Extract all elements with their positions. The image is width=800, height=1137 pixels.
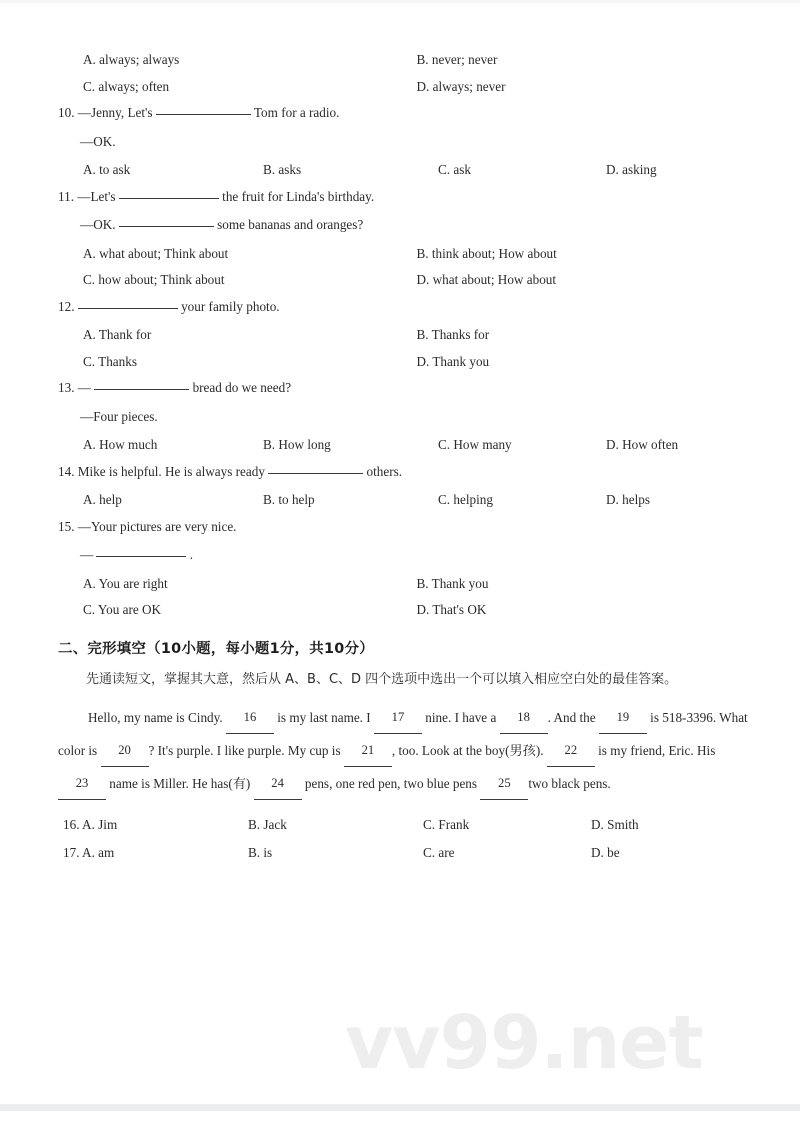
question-15-reply bbox=[58, 547, 750, 564]
option-a[interactable]: A. How much bbox=[83, 437, 158, 452]
question-13-stem-post: bread do we need? bbox=[192, 380, 292, 395]
option-c[interactable]: C. How many bbox=[438, 437, 512, 452]
answer-blank[interactable] bbox=[119, 198, 219, 199]
question-11-options-row-1 bbox=[58, 246, 750, 263]
question-14-options bbox=[58, 492, 750, 509]
option-b[interactable]: B. never; never bbox=[416, 52, 498, 67]
passage-text-9: name is Miller. He has(有) bbox=[109, 776, 251, 792]
passage-text-1: Hello, my name is Cindy. bbox=[88, 710, 223, 726]
option-d[interactable]: D. Thank you bbox=[416, 353, 490, 369]
question-15-options-row-2 bbox=[58, 602, 750, 619]
passage-text-3: nine. I have a bbox=[425, 710, 497, 726]
option-b[interactable]: B. to help bbox=[263, 492, 315, 507]
question-13-reply: —Four pieces. bbox=[80, 408, 158, 424]
cloze-blank-16[interactable]: 16 bbox=[226, 702, 274, 734]
option-b[interactable]: B. asks bbox=[263, 162, 302, 177]
question-16-options bbox=[58, 817, 750, 833]
option-a[interactable]: 17. A. am bbox=[63, 844, 115, 860]
option-d[interactable]: D. be bbox=[591, 844, 620, 860]
question-14-stem bbox=[58, 464, 750, 481]
option-c[interactable]: C. helping bbox=[438, 492, 493, 507]
question-12-stem-pre: 12. bbox=[58, 298, 75, 314]
answer-blank[interactable] bbox=[94, 389, 189, 390]
page-bottom-edge bbox=[0, 1104, 800, 1111]
question-14-stem-pre: 14. Mike is helpful. He is always ready bbox=[58, 463, 265, 479]
cloze-blank-21[interactable]: 21 bbox=[344, 735, 392, 767]
option-c[interactable]: C. ask bbox=[438, 162, 471, 177]
option-a[interactable]: A. help bbox=[83, 492, 122, 507]
option-d[interactable]: D. Smith bbox=[591, 816, 639, 832]
question-14-stem-post: others. bbox=[366, 463, 403, 479]
passage-text-5: is 518-3396. What color is bbox=[58, 710, 748, 759]
option-d[interactable]: D. That's OK bbox=[416, 602, 487, 617]
question-9-options-row-2 bbox=[58, 79, 750, 96]
cloze-passage bbox=[58, 702, 750, 801]
passage-text-6: ? It's purple. I like purple. My cup is bbox=[148, 743, 341, 759]
option-a[interactable]: A. Thank for bbox=[83, 327, 152, 342]
cloze-blank-17[interactable]: 17 bbox=[374, 702, 422, 734]
question-10-reply: —OK. bbox=[80, 133, 116, 149]
question-12-options-row-1 bbox=[58, 327, 750, 344]
question-15-reply-pre: — bbox=[80, 547, 94, 562]
option-c[interactable]: C. You are OK bbox=[83, 602, 162, 617]
cloze-blank-20[interactable]: 20 bbox=[101, 735, 149, 767]
question-11-reply-post: some bananas and oranges? bbox=[217, 217, 364, 232]
option-a[interactable]: 16. A. Jim bbox=[63, 816, 118, 832]
question-10-options bbox=[58, 162, 750, 179]
option-c[interactable]: C. how about; Think about bbox=[83, 272, 225, 287]
option-d[interactable]: D. asking bbox=[606, 162, 657, 177]
option-c[interactable]: C. Thanks bbox=[83, 353, 137, 369]
option-b[interactable]: B. How long bbox=[263, 437, 331, 452]
question-12-stem-post: your family photo. bbox=[181, 298, 280, 314]
option-d[interactable]: D. what about; How about bbox=[416, 272, 557, 287]
answer-blank[interactable] bbox=[96, 556, 186, 557]
passage-text-8: is my friend, Eric. His bbox=[598, 743, 716, 759]
option-b[interactable]: B. Thank you bbox=[416, 575, 489, 591]
answer-blank[interactable] bbox=[268, 473, 363, 474]
section-2-instructions: 先通读短文，掌握其大意，然后从 A、B、C、D 四个选项中选出一个可以填入相应空白处的最佳答案。 bbox=[86, 671, 678, 687]
question-10-stem-post: Tom for a radio. bbox=[253, 105, 340, 120]
passage-text-4: . And the bbox=[547, 710, 596, 726]
option-d[interactable]: D. How often bbox=[606, 437, 679, 452]
cloze-blank-22[interactable]: 22 bbox=[547, 735, 595, 767]
question-11-options-row-2 bbox=[58, 272, 750, 289]
option-b[interactable]: B. Thanks for bbox=[416, 327, 490, 342]
question-12-stem bbox=[58, 299, 750, 316]
question-11-reply bbox=[58, 217, 750, 234]
question-11-stem-pre: 11. —Let's bbox=[58, 188, 116, 204]
option-a[interactable]: A. You are right bbox=[83, 575, 168, 591]
cloze-blank-18[interactable]: 18 bbox=[500, 702, 548, 734]
passage-text-11: two black pens. bbox=[528, 776, 611, 792]
cloze-blank-23[interactable]: 23 bbox=[58, 768, 106, 800]
question-11-reply-pre: —OK. bbox=[80, 217, 116, 232]
option-d[interactable]: D. always; never bbox=[416, 78, 506, 94]
option-d[interactable]: D. helps bbox=[606, 492, 650, 507]
question-10-stem-pre: 10. —Jenny, Let's bbox=[58, 105, 153, 120]
passage-text-10: pens, one red pen, two blue pens bbox=[304, 776, 478, 792]
option-c[interactable]: C. Frank bbox=[423, 816, 470, 832]
question-13-stem bbox=[58, 380, 750, 397]
question-10-stem bbox=[58, 105, 750, 122]
question-11-stem bbox=[58, 189, 750, 206]
question-12-options-row-2 bbox=[58, 354, 750, 371]
option-a[interactable]: A. what about; Think about bbox=[83, 245, 229, 261]
option-a[interactable]: A. to ask bbox=[83, 162, 131, 177]
question-13-stem-pre: 13. — bbox=[58, 380, 91, 395]
question-9-options-row-1 bbox=[58, 52, 750, 69]
answer-blank[interactable] bbox=[119, 226, 214, 227]
option-a[interactable]: A. always; always bbox=[83, 52, 180, 67]
passage-text-2: is my last name. I bbox=[277, 710, 371, 726]
option-b[interactable]: B. is bbox=[248, 844, 273, 860]
option-c[interactable]: C. are bbox=[423, 844, 455, 860]
cloze-blank-24[interactable]: 24 bbox=[254, 768, 302, 800]
question-15-options-row-1 bbox=[58, 576, 750, 593]
option-b[interactable]: B. think about; How about bbox=[416, 245, 557, 261]
option-b[interactable]: B. Jack bbox=[248, 816, 287, 832]
answer-blank[interactable] bbox=[78, 308, 178, 309]
cloze-blank-19[interactable]: 19 bbox=[599, 702, 647, 734]
site-watermark: vv99.net bbox=[345, 1000, 703, 1086]
answer-blank[interactable] bbox=[156, 114, 251, 115]
question-11-stem-post: the fruit for Linda's birthday. bbox=[222, 188, 375, 204]
page-content bbox=[58, 52, 750, 873]
page-top-edge bbox=[0, 0, 800, 3]
option-c[interactable]: C. always; often bbox=[83, 78, 170, 94]
question-13-options bbox=[58, 437, 750, 454]
cloze-blank-25[interactable]: 25 bbox=[480, 768, 528, 800]
question-17-options bbox=[58, 845, 750, 861]
question-15-stem: 15. —Your pictures are very nice. bbox=[58, 518, 237, 534]
passage-text-7: , too. Look at the boy(男孩). bbox=[391, 743, 544, 759]
section-2-heading: 二、完形填空（10小题，每小题1分，共10分） bbox=[58, 640, 374, 657]
question-15-reply-post: . bbox=[189, 547, 194, 562]
